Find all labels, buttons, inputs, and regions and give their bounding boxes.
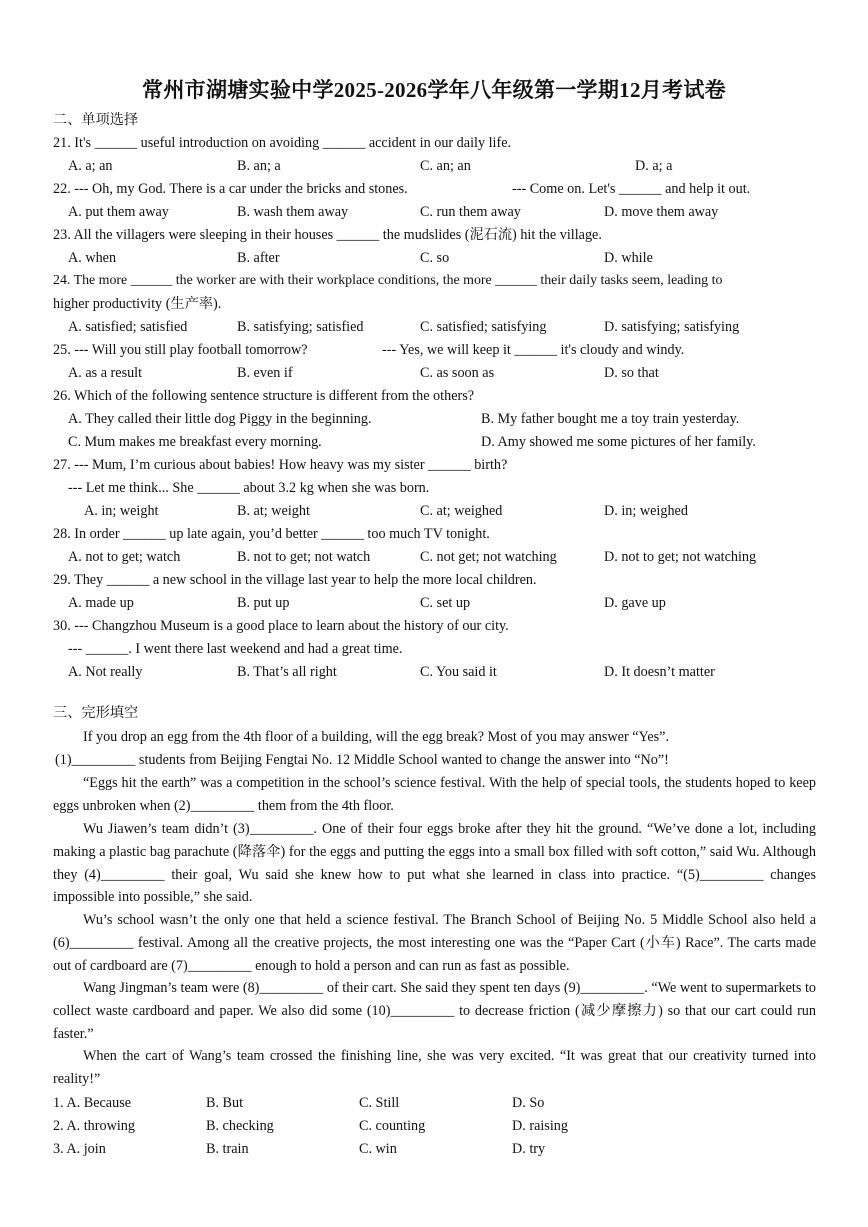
- q22-option-c: C. run them away: [420, 204, 521, 220]
- q28-option-c: C. not get; not watching: [420, 549, 557, 565]
- q27-option-b: B. at; weight: [237, 503, 310, 519]
- cloze-paragraph-6: When the cart of Wang’s team crossed the finishing line, she was very excited. “It was great that our creativity turned into reality!”: [53, 1048, 816, 1087]
- q22-option-a: A. put them away: [68, 204, 169, 220]
- q26-option-b: B. My father bought me a toy train yesterday.: [481, 411, 740, 427]
- question-30: 30. --- Changzhou Museum is a good place to learn about the history of our city.: [53, 618, 509, 634]
- cloze-q1-option-d: D. So: [512, 1095, 545, 1111]
- q29-option-b: B. put up: [237, 595, 290, 611]
- q23-option-d: D. while: [604, 250, 653, 266]
- cloze-q3-option-d: D. try: [512, 1141, 546, 1157]
- question-22-reply: --- Come on. Let's ______ and help it out.: [512, 181, 751, 197]
- q24-option-d: D. satisfying; satisfying: [604, 319, 740, 335]
- q24-option-a: A. satisfied; satisfied: [68, 319, 188, 335]
- q30-option-c: C. You said it: [420, 664, 497, 680]
- cloze-paragraph-1b: (1)_________ students from Beijing Fengtai No. 12 Middle School wanted to change the answer into “No”!: [55, 752, 669, 768]
- q28-option-d: D. not to get; not watching: [604, 549, 757, 565]
- q27-option-d: D. in; weighed: [604, 503, 688, 519]
- cloze-q3-option-c: C. win: [359, 1141, 397, 1157]
- question-28: 28. In order ______ up late again, you’d better ______ too much TV tonight.: [53, 526, 490, 542]
- question-26: 26. Which of the following sentence structure is different from the others?: [53, 388, 475, 404]
- cloze-paragraph-2: “Eggs hit the earth” was a competition in the school’s science festival. With the help of special tools, the students hoped to keep eggs unbroken when (2)_________ them from the 4th floor.: [53, 775, 816, 814]
- q22-option-b: B. wash them away: [237, 204, 349, 220]
- question-29: 29. They ______ a new school in the village last year to help the more local children.: [53, 572, 537, 588]
- q25-option-b: B. even if: [237, 365, 293, 381]
- question-25-reply: --- Yes, we will keep it ______ it's cloudy and windy.: [382, 342, 685, 358]
- cloze-q2-option-b: B. checking: [206, 1118, 274, 1134]
- q22-option-d: D. move them away: [604, 204, 719, 220]
- q26-option-a: A. They called their little dog Piggy in the beginning.: [68, 411, 372, 427]
- question-25: 25. --- Will you still play football tomorrow?: [53, 342, 308, 358]
- cloze-q3-option-a: 3. A. join: [53, 1141, 106, 1157]
- q30-option-b: B. That’s all right: [237, 664, 337, 680]
- q30-option-d: D. It doesn’t matter: [604, 664, 715, 680]
- cloze-q2-option-d: D. raising: [512, 1118, 568, 1134]
- cloze-paragraph-5: Wang Jingman’s team were (8)_________ of their cart. She said they spent ten days (9)_________. “We went to supermarkets to collect waste cardboard and paper. We also did some (10)_________ to decrease friction (减少摩擦力) so that our cart could run faster.”: [53, 980, 816, 1042]
- cloze-q1-option-b: B. But: [206, 1095, 244, 1111]
- q24-option-c: C. satisfied; satisfying: [420, 319, 547, 335]
- q29-option-d: D. gave up: [604, 595, 666, 611]
- cloze-q2-option-c: C. counting: [359, 1118, 426, 1134]
- section-heading-cloze: 三、完形填空: [53, 705, 139, 721]
- q21-option-c: C. an; an: [420, 158, 471, 174]
- cloze-q1-option-a: 1. A. Because: [53, 1095, 132, 1111]
- q25-option-c: C. as soon as: [420, 365, 495, 381]
- question-24: 24. The more ______ the worker are with their workplace conditions, the more ______ their daily tasks seem, leading to: [53, 273, 723, 288]
- q23-option-c: C. so: [420, 250, 450, 266]
- cloze-paragraph-4: Wu’s school wasn’t the only one that held a science festival. The Branch School of Beijing No. 5 Middle School also held a (6)_________ festival. Among all the creative projects, the most interesting one was the “Paper Cart (小车) Race”. The carts made out of cardboard are (7)_________ enough to hold a person and can run as fast as possible.: [53, 912, 816, 974]
- q23-option-b: B. after: [237, 250, 280, 266]
- q29-option-a: A. made up: [68, 595, 134, 611]
- q21-option-b: B. an; a: [237, 158, 281, 174]
- section-heading-single-choice: 二、单项选择: [53, 112, 139, 128]
- q28-option-b: B. not to get; not watch: [237, 549, 371, 565]
- question-27: 27. --- Mum, I’m curious about babies! How heavy was my sister ______ birth?: [53, 457, 508, 473]
- q24-option-b: B. satisfying; satisfied: [237, 319, 364, 335]
- cloze-paragraph-3: Wu Jiawen’s team didn’t (3)_________. One of their four eggs broke after they hit the ground. “We’ve done a lot, including making a plastic bag parachute (降落伞) for the eggs and putting the eggs into a small box filled with soft cotton,” said Wu. Although they (4)_________ their goal, Wu said she knew how to put what she learned in class into practice. “(5)_________ changes impossible into possible,” she said.: [53, 821, 816, 906]
- q29-option-c: C. set up: [420, 595, 471, 611]
- question-21: 21. It's ______ useful introduction on avoiding ______ accident in our daily life.: [53, 135, 512, 151]
- cloze-paragraph-1: If you drop an egg from the 4th floor of a building, will the egg break? Most of you may answer “Yes”.: [83, 729, 670, 745]
- q30-option-a: A. Not really: [68, 664, 143, 680]
- q26-option-c: C. Mum makes me breakfast every morning.: [68, 434, 322, 450]
- q25-option-d: D. so that: [604, 365, 659, 381]
- question-30-reply: --- ______. I went there last weekend and had a great time.: [68, 641, 403, 657]
- q27-option-a: A. in; weight: [84, 503, 159, 519]
- q26-option-d: D. Amy showed me some pictures of her family.: [481, 434, 756, 450]
- cloze-q2-option-a: 2. A. throwing: [53, 1118, 135, 1134]
- q28-option-a: A. not to get; watch: [68, 549, 181, 565]
- page-title: 常州市湖塘实验中学2025-2026学年八年级第一学期12月考试卷: [142, 78, 726, 102]
- cloze-q3-option-b: B. train: [206, 1141, 249, 1157]
- question-27-reply: --- Let me think... She ______ about 3.2 kg when she was born.: [68, 480, 430, 496]
- q23-option-a: A. when: [68, 250, 117, 266]
- q21-option-a: A. a; an: [68, 158, 113, 174]
- question-24-cont: higher productivity (生产率).: [53, 296, 222, 312]
- q21-option-d: D. a; a: [635, 158, 673, 174]
- q27-option-c: C. at; weighed: [420, 503, 503, 519]
- q25-option-a: A. as a result: [68, 365, 143, 381]
- cloze-q1-option-c: C. Still: [359, 1095, 400, 1111]
- question-23: 23. All the villagers were sleeping in their houses ______ the mudslides (泥石流) hit the village.: [53, 227, 602, 243]
- question-22: 22. --- Oh, my God. There is a car under the bricks and stones.: [53, 181, 408, 197]
